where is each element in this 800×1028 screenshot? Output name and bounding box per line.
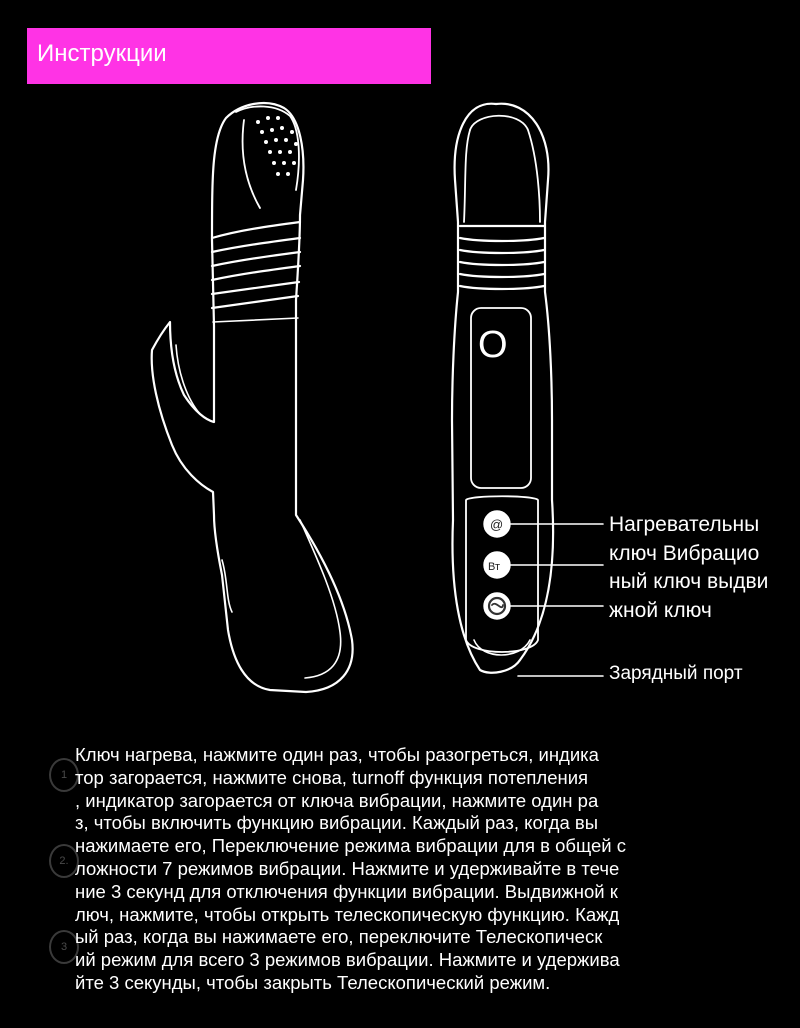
step-3-marker: 3 <box>49 930 79 964</box>
callout-line-1: Нагревательны <box>609 513 760 536</box>
step-2-marker: 2. <box>49 844 79 878</box>
callout-line-2: ключ Вибрацио <box>609 542 760 565</box>
instructions-text: Ключ нагрева, нажмите один раз, чтобы разогреться, индика тор загорается, нажмите снова, turnoff функция потепления , индикатор загорается от ключа вибрации, нажмите один ра з, чтобы включить функцию вибрации. Каждый раз, когда вы нажимаете его, Переключение режима вибрации для в общей с ложности 7 режимов вибрации. Нажмите и удерживайте в тече ние 3 секунд для отключения функции вибрации. Выдвижной к люч, нажмите, чтобы открыть телескопическую функцию. Кажд ый раз, когда вы нажимаете его, переключите Телескопическ ий режим для всего 3 режимов вибрации. Нажмите и удержива йте 3 секунды, чтобы закрыть Телескопический режим. <box>75 744 627 993</box>
charging-port-label: Зарядный порт <box>609 663 743 684</box>
heat-button-glyph: @ <box>490 517 504 532</box>
page-title: Инструкции <box>37 40 167 67</box>
step-1-marker: 1 <box>49 758 79 792</box>
vibration-button-glyph: Вт <box>488 561 501 573</box>
power-symbol: O <box>478 324 508 366</box>
callout-line-3: ный ключ выдви <box>609 570 769 593</box>
callout-line-4: жной ключ <box>609 599 712 622</box>
instructions-section <box>45 744 745 1014</box>
